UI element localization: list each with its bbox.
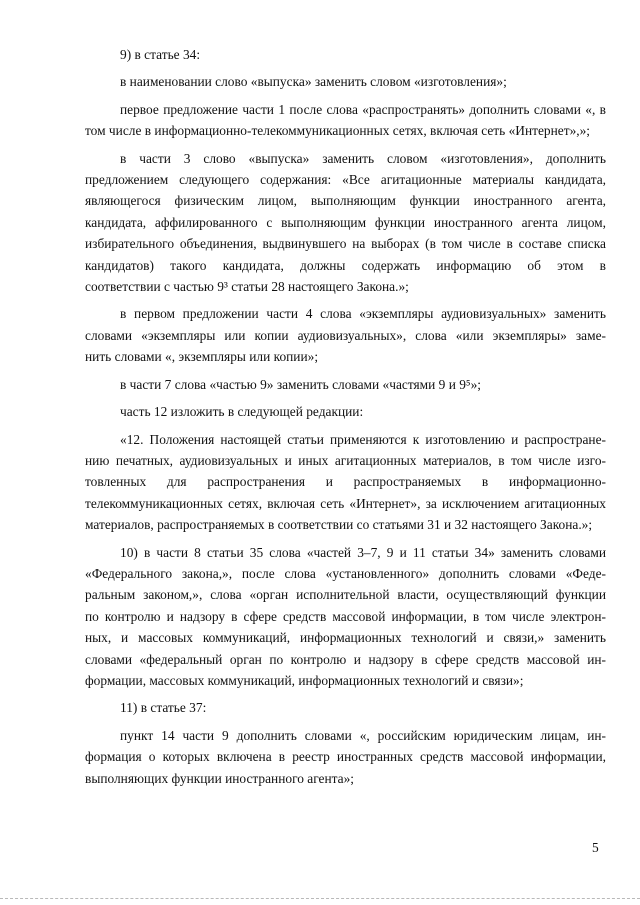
paragraph-line: кандидатов) такого кандидата, должны содержать информацию об этом в — [85, 257, 606, 273]
paragraph — [85, 542, 606, 692]
paragraph-line: 11) в статье 37: — [120, 700, 207, 716]
paragraph-line: ральным законом,», слова «орган исполнительной власти, осуществляющий функции — [85, 587, 606, 603]
paragraph-line: избирательного объединения, выдвинувшего на выборах (в том числе в составе списка — [85, 236, 606, 252]
paragraph-line: соответствии с частью 9³ статьи 28 настоящего Закона.»; — [85, 279, 409, 295]
paragraph — [85, 725, 606, 789]
document-body — [85, 44, 606, 789]
paragraph-line: в наименовании слово «выпуска» заменить словом «изготовления»; — [120, 74, 507, 90]
paragraph-line: формации, массовых коммуникаций, информационных технологий и связи»; — [85, 672, 524, 688]
paragraph — [85, 697, 606, 718]
paragraph-line: являющегося физическим лицом, выполняющим функции иностранного агента, — [85, 193, 606, 209]
paragraph — [85, 71, 606, 92]
paragraph-line: в первом предложении части 4 слова «экземпляры аудиовизуальных» заменить — [120, 306, 606, 322]
paragraph — [85, 374, 606, 395]
paragraph-line: 10) в части 8 статьи 35 слова «частей 3–7, 9 и 11 статьи 34» заменить словами — [120, 544, 606, 560]
paragraph-line: 9) в статье 34: — [120, 47, 201, 62]
paragraph-line: словами «федеральный орган по контролю и надзору в сфере средств массовой ин- — [85, 651, 606, 667]
paragraph-line: пункт 14 части 9 дополнить словами «, российским юридическим лицам, ин- — [120, 727, 606, 743]
paragraph-line: кандидата, аффилированного с выполняющим функции иностранного агента лицом, — [85, 214, 606, 230]
paragraph-line: «12. Положения настоящей статьи применяются к изготовлению и распростране- — [120, 431, 606, 447]
paragraph-line: в части 7 слова «частью 9» заменить словами «частями 9 и 9⁵»; — [120, 376, 481, 392]
paragraph-line: выполняющих функции иностранного агента»; — [85, 770, 355, 786]
paragraph-line: предложением следующего содержания: «Все агитационные материалы кандидата, — [85, 172, 606, 188]
paragraph-line: часть 12 изложить в следующей редакции: — [120, 404, 364, 420]
paragraph-line: «Федерального закона,», после слова «установленного» дополнить словами «Феде- — [85, 565, 606, 581]
paragraph-line: словами «экземпляры или копии аудиовизуальных», слова «или экземпляры» заме- — [85, 327, 606, 343]
paragraph-line: по контролю и надзору в сфере средств массовой информации, в том числе электрон- — [85, 608, 606, 624]
paragraph-line: товленных для распространения и распространяемых в информационно- — [85, 474, 606, 490]
paragraph-line: нить словами «, экземпляры или копии»; — [85, 349, 319, 365]
paragraph-line: нию печатных, аудиовизуальных и иных агитационных материалов, в том числе изго- — [85, 452, 606, 468]
paragraph — [85, 148, 606, 298]
paragraph-line: первое предложение части 1 после слова «распространять» дополнить словами «, в — [120, 101, 606, 117]
page-number: 5 — [592, 840, 599, 855]
paragraph — [85, 303, 606, 367]
paragraph-line: телекоммуникационных сетях, включая сеть «Интернет», за исключением агитационных — [85, 495, 606, 511]
paragraph — [85, 401, 606, 422]
paragraph-line: ных, и массовых коммуникаций, информационных технологий и связи,» заменить — [85, 630, 606, 646]
paragraph — [85, 44, 606, 65]
paragraph-line: материалов, распространяемых в соответствии со статьями 31 и 32 настоящего Закона.»; — [85, 517, 593, 533]
paragraph-line: том числе в информационно-телекоммуникационных сетях, включая сеть «Интернет»,»; — [85, 123, 591, 139]
footer-rule — [0, 898, 640, 899]
paragraph-line: в части 3 слово «выпуска» заменить словом «изготовления», дополнить — [120, 150, 606, 166]
paragraph — [85, 429, 606, 536]
paragraph — [85, 99, 606, 142]
paragraph-line: формация о которых включена в реестр иностранных средств массовой информации, — [85, 749, 606, 765]
